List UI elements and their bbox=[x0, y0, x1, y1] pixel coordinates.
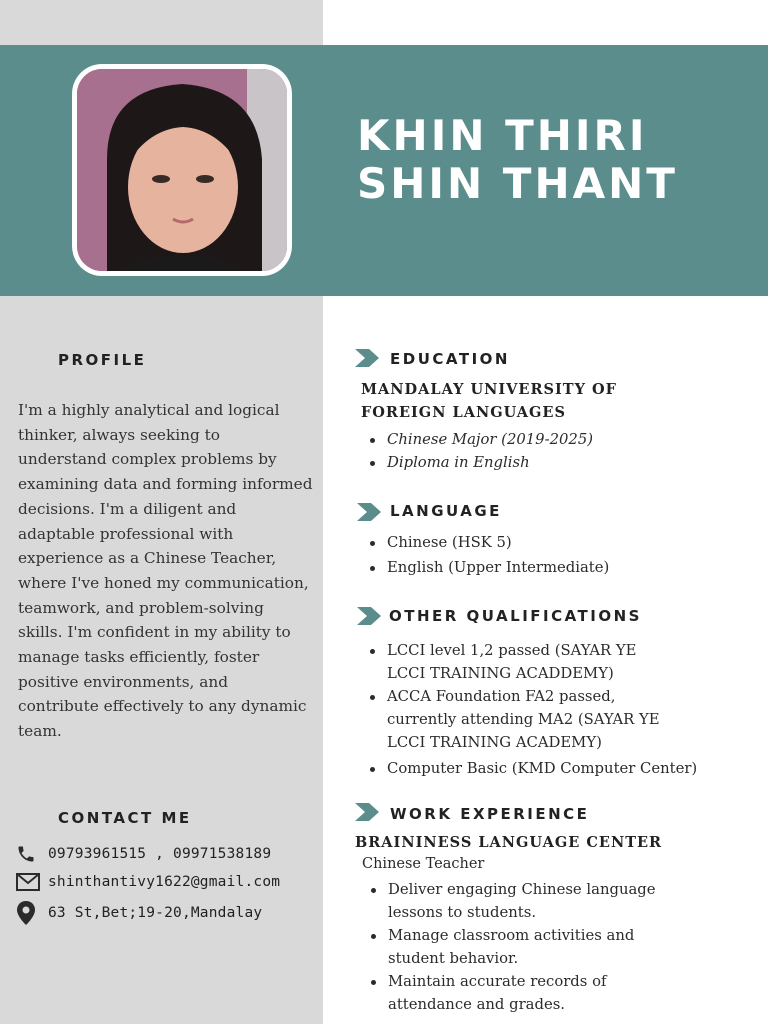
list-item: Diploma in English bbox=[361, 451, 593, 474]
qualifications-heading: OTHER QUALIFICATIONS bbox=[389, 607, 642, 625]
work-arrow-icon bbox=[355, 803, 381, 821]
list-item: ACCA Foundation FA2 passed, currently attending MA2 (SAYAR YE LCCI TRAINING ACADEMY) bbox=[361, 685, 687, 754]
education-arrow-icon bbox=[355, 349, 381, 367]
contact-address: 63 St,Bet;19-20,Mandalay bbox=[48, 905, 263, 921]
education-institution bbox=[361, 378, 617, 424]
contact-heading: CONTACT ME bbox=[58, 809, 192, 827]
list-item: LCCI level 1,2 passed (SAYAR YE LCCI TRAINING ACADDEMY) bbox=[361, 639, 657, 685]
list-item: Maintain accurate records of attendance and grades. bbox=[362, 970, 638, 1016]
list-item: Chinese Major (2019-2025) bbox=[361, 428, 593, 451]
education-list bbox=[361, 428, 593, 474]
work-heading: WORK EXPERIENCE bbox=[390, 805, 590, 823]
contact-email-row bbox=[16, 870, 280, 894]
language-list bbox=[361, 531, 609, 579]
profile-text: I'm a highly analytical and logical thinker, always seeking to understand complex problems by examining data and forming informed decisions. I'm a diligent and adaptable professional with experience as a Chinese Teacher, where I've honed my communication, teamwork, and problem-solving skills. I'm confident in my ability to manage tasks efficiently, foster positive environments, and contribute effectively to any dynamic team. bbox=[18, 401, 313, 741]
qualifications-list bbox=[361, 639, 731, 780]
list-item: English (Upper Intermediate) bbox=[361, 556, 609, 579]
work-list bbox=[362, 878, 682, 1016]
profile-heading: PROFILE bbox=[58, 351, 147, 369]
profile-photo-frame bbox=[72, 64, 292, 276]
contact-phone-row bbox=[16, 842, 271, 866]
envelope-icon bbox=[16, 871, 42, 893]
institution-line-1: MANDALAY UNIVERSITY OF bbox=[361, 381, 617, 398]
contact-email: shinthantivy1622@gmail.com bbox=[48, 874, 281, 890]
profile-photo bbox=[77, 69, 287, 271]
candidate-name bbox=[357, 112, 757, 208]
language-heading: LANGUAGE bbox=[390, 502, 502, 520]
work-employer: BRAININESS LANGUAGE CENTER bbox=[355, 834, 663, 851]
contact-address-row bbox=[16, 901, 262, 925]
phone-icon bbox=[16, 843, 42, 865]
work-role: Chinese Teacher bbox=[362, 856, 485, 872]
education-heading: EDUCATION bbox=[390, 350, 510, 368]
institution-line-2: FOREIGN LANGUAGES bbox=[361, 404, 566, 421]
contact-phone: 09793961515 , 09971538189 bbox=[48, 846, 272, 862]
location-pin-icon bbox=[16, 902, 42, 924]
qualifications-arrow-icon bbox=[357, 607, 383, 625]
name-line-1: KHIN THIRI bbox=[357, 111, 648, 160]
list-item: Computer Basic (KMD Computer Center) bbox=[361, 757, 731, 780]
name-line-2: SHIN THANT bbox=[357, 159, 678, 208]
list-item: Manage classroom activities and student behavior. bbox=[362, 924, 658, 970]
list-item: Chinese (HSK 5) bbox=[361, 531, 609, 554]
language-arrow-icon bbox=[357, 503, 383, 521]
list-item: Deliver engaging Chinese language lessons to students. bbox=[362, 878, 678, 924]
